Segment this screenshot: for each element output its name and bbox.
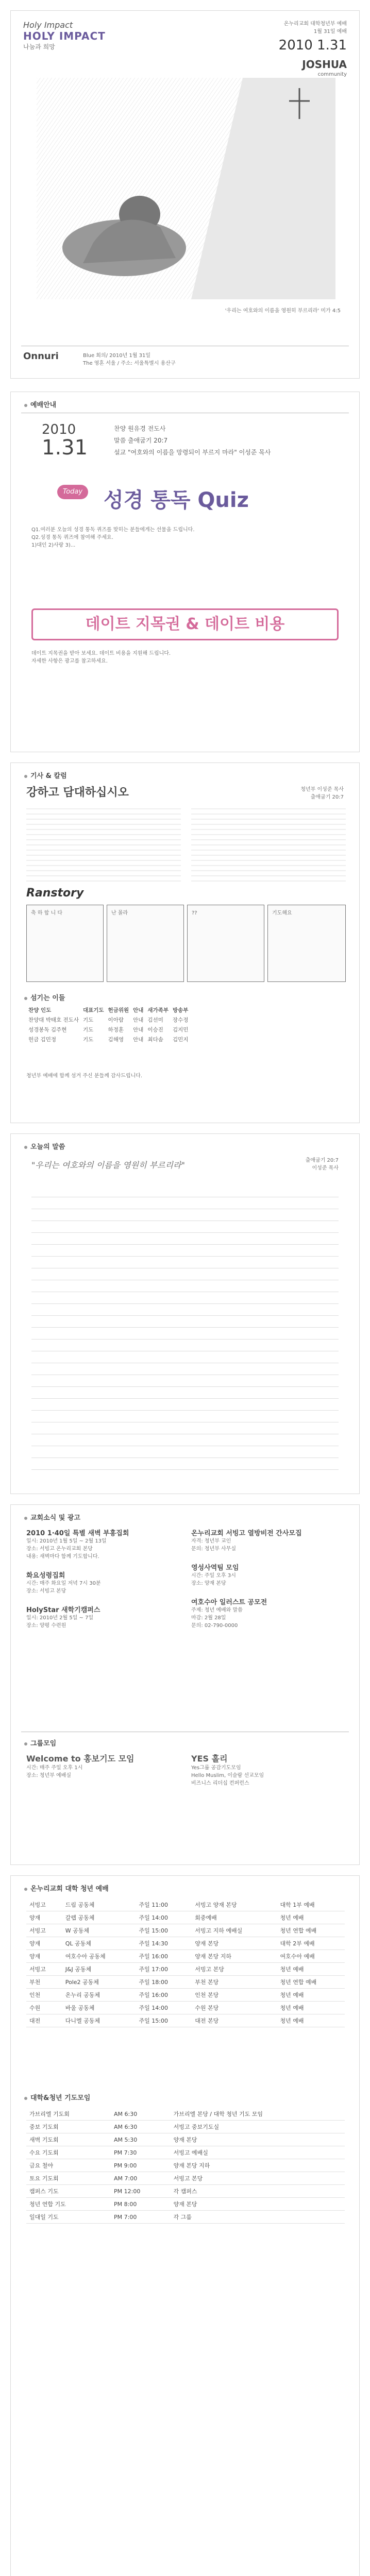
cover-illustration — [37, 78, 335, 299]
bullet-icon — [24, 1517, 27, 1520]
comic-strip — [26, 905, 346, 982]
date-cost-body — [31, 650, 339, 665]
praying-figure-image — [37, 78, 335, 299]
worship-date — [42, 422, 88, 458]
comic-title: Ranstory — [26, 887, 84, 900]
essay-byline-line: 출애굽기 20:7 — [310, 794, 344, 800]
comic-panel: 축 하 합 니 다 — [26, 905, 104, 982]
news-item — [191, 1562, 346, 1587]
comic-panel: ?? — [187, 905, 264, 982]
quiz-line: Q1.여러분 오늘의 성경 통독 퀴즈를 맞히는 분들에게는 선물을 드립니다. — [31, 527, 195, 533]
date-cost-line: 자세한 사항은 광고를 참고하세요. — [31, 658, 108, 664]
quiz-today-badge: Today — [57, 485, 88, 499]
church-logo-sub: community — [317, 72, 347, 77]
comic-panel: 난 몰라 — [107, 905, 184, 982]
prayer-schedule-table — [26, 2108, 345, 2224]
news-right-column — [191, 1528, 346, 1630]
bullet-icon — [24, 1742, 27, 1745]
quiz-title: 성경 통독 Quiz — [104, 488, 249, 512]
bullet-icon — [24, 2097, 27, 2100]
news-item — [191, 1597, 346, 1630]
sermon-meta — [306, 1157, 339, 1172]
essay-byline — [300, 786, 344, 801]
table-row: 서빙고 W 공동체 주일 15:00 서빙고 지하 예배실 청년 연합 예배 — [26, 1924, 345, 1937]
news-item-body: 시간: 매주 화요일 저녁 7시 30분 장소: 서빙고 본당 — [26, 1581, 101, 1594]
table-row: 새벽 기도회 AM 5:30 양재 본당 — [26, 2133, 345, 2146]
section-heading: 기사 & 칼럼 — [24, 770, 67, 780]
quiz-body — [31, 526, 339, 549]
group-right — [191, 1752, 346, 1787]
bullet-icon — [24, 775, 27, 778]
table-row: 수요 기도회 PM 7:30 서빙고 예배실 — [26, 2146, 345, 2159]
essay-column-right — [191, 804, 346, 882]
group-title: YES 홀리 — [191, 1754, 228, 1764]
table-row: 헌금 김민정 기도 김해영 안내 최다솜 김민지 — [28, 1037, 189, 1043]
essay-column-left — [26, 804, 181, 882]
date-cost-title: 데이트 지목권 & 데이트 비용 — [31, 608, 339, 640]
worship-day: 1.31 — [42, 436, 88, 460]
table-row: 수원 바울 공동체 주일 14:00 수원 본당 청년 예배 — [26, 2002, 345, 2014]
table-header-row: 찬양 인도 대표기도 헌금위원 안내 새가족부 방송부 — [28, 1007, 189, 1013]
news-item-body: 일시: 2010년 2월 5일 ~ 7일 장소: 양평 수련원 — [26, 1615, 94, 1629]
date-cost-line: 데이트 지목권을 받아 보세요. 데이트 비용을 지원해 드립니다. — [31, 651, 171, 656]
table-row: 토요 기도회 AM 7:00 서빙고 본당 — [26, 2172, 345, 2185]
worship-year: 2010 — [42, 422, 76, 437]
news-item-title: 화요성령집회 — [26, 1572, 65, 1580]
cover-caption: '우리는 여호와의 이름을 영원히 부르리라' 미가 4:5 — [225, 308, 341, 314]
worship-line: 찬양 원유경 전도사 — [114, 425, 166, 432]
cover-header-line: 온누리교회 대학청년부 예배 — [283, 21, 347, 27]
news-item — [26, 1604, 176, 1630]
brand-sub: HOLY IMPACT — [23, 30, 106, 42]
table-row: 중보 기도회 AM 6:30 서빙고 중보기도실 — [26, 2121, 345, 2133]
worship-line: 말씀 출애굽기 20:7 — [114, 437, 168, 444]
brand-logo: Holy Impact — [23, 20, 73, 30]
news-item — [26, 1570, 176, 1595]
cover-footer-line: Blue 회의/ 2010년 1월 31일 — [83, 353, 151, 359]
cover-footer — [23, 351, 59, 362]
worship-line: 설교 "여호와의 이름을 망령되이 부르지 마라" 이성준 목사 — [114, 449, 271, 456]
note-lines — [31, 1185, 339, 1479]
table-row: 대전 다니엘 공동체 주일 15:00 대전 본당 청년 예배 — [26, 2014, 345, 2027]
news-item-body: 주제: 청년 예배와 말씀 마감: 2월 28일 문의: 02-790-0000 — [191, 1607, 243, 1629]
worship-lines — [114, 424, 271, 456]
news-item-body: 자격: 청년부 교인 문의: 청년부 사무실 — [191, 1538, 237, 1552]
bullet-icon — [24, 1146, 27, 1149]
servers-table — [26, 1005, 190, 1044]
section-heading: 온누리교회 대학 청년 예배 — [24, 1883, 109, 1893]
tagline: 나눔과 희망 — [23, 43, 55, 50]
table-row: 캠퍼스 기도 PM 12:00 각 캠퍼스 — [26, 2185, 345, 2198]
section-heading: 교회소식 및 광고 — [24, 1512, 80, 1522]
news-item-title: 온누리교회 서빙고 열방비전 간사모집 — [191, 1530, 302, 1537]
essay-sheet — [10, 762, 360, 1123]
news-item-title: 2010 1·40일 특별 새벽 부흥집회 — [26, 1530, 129, 1537]
news-sheet — [10, 1504, 360, 1865]
section-heading: 오늘의 말씀 — [24, 1141, 65, 1151]
cover-sheet — [10, 10, 360, 379]
news-left-column — [26, 1528, 176, 1630]
group-body: 시간: 매주 주일 오후 1시 장소: 청년부 예배실 — [26, 1765, 83, 1778]
schedule-sheet — [10, 1875, 360, 2576]
church-logo: JOSHUA — [302, 58, 347, 71]
table-row: 양재 여호수아 공동체 주일 16:00 양재 본당 지하 여호수아 예배 — [26, 1950, 345, 1963]
bullet-icon — [24, 404, 27, 407]
group-title: Welcome to 홍보기도 모임 — [26, 1754, 134, 1764]
quiz-line: 1)대인 2)사랑 3)... — [31, 543, 76, 548]
worship-schedule-table — [26, 1899, 345, 2027]
table-row: 서빙고 J&J 공동체 주일 17:00 서빙고 본당 청년 예배 — [26, 1963, 345, 1976]
group-body: Yes그룹 공감기도모임 Hello Muslim, 이슬람 선교모임 비즈니스 리더십 컨퍼런스 — [191, 1765, 264, 1786]
section-heading: 예배안내 — [24, 399, 56, 409]
cover-footer-lines — [83, 352, 176, 367]
table-row: 서빙고 드림 공동체 주일 11:00 서빙고 양재 본당 대학 1부 예배 — [26, 1899, 345, 1911]
bullet-icon — [24, 1888, 27, 1891]
table-row: 청년 연합 기도 PM 8:00 양재 본당 — [26, 2198, 345, 2211]
news-item-body: 일시: 2010년 1월 5일 ~ 2월 13일 장소: 서빙고 온누리교회 본당 내용: 새벽마다 함께 기도합니다. — [26, 1538, 107, 1560]
sermon-speaker: 이성준 목사 — [312, 1165, 339, 1171]
table-row: 부천 Pole2 공동체 주일 18:00 부천 본당 청년 연합 예배 — [26, 1976, 345, 1989]
table-row: 가브리엘 기도회 AM 6:30 가브리엘 본당 / 대학 청년 기도 모임 — [26, 2108, 345, 2121]
news-item-body: 시간: 주일 오후 3시 장소: 양재 본당 — [191, 1573, 236, 1586]
quiz-line: Q2.성경 통독 퀴즈에 참여해 주세요. — [31, 535, 113, 540]
cover-brand-block — [23, 20, 106, 51]
section-heading: 섬기는 이들 — [24, 992, 65, 1002]
sermon-note-sheet — [10, 1133, 360, 1494]
news-item-title: 여호수아 일러스트 공모전 — [191, 1599, 267, 1606]
group-left — [26, 1752, 176, 1780]
news-item-title: HolyStar 새학기캠퍼스 — [26, 1606, 100, 1614]
table-row: 인천 온누리 공동체 주일 16:00 인천 본당 청년 예배 — [26, 1989, 345, 2002]
sermon-quote: "우리는 여호와의 이름을 영원히 부르리라" — [31, 1160, 185, 1170]
essay-byline-line: 청년부 이성준 목사 — [300, 787, 344, 792]
cover-date: 2010 1.31 — [278, 38, 347, 53]
bullet-icon — [24, 997, 27, 1000]
section-heading: 대학&청년 기도모임 — [24, 2092, 90, 2102]
news-item-title: 영성사역팀 모임 — [191, 1564, 239, 1572]
worship-sheet — [10, 392, 360, 752]
cover-footer-line: The 영혼 서울 / 주소: 서울특별시 용산구 — [83, 361, 176, 366]
table-row: 금요 철야 PM 9:00 양재 본당 지하 — [26, 2159, 345, 2172]
cover-header — [279, 20, 347, 78]
table-row: 양재 QL 공동체 주일 14:30 양재 본당 대학 2부 예배 — [26, 1937, 345, 1950]
quiz-banner — [21, 474, 349, 521]
news-item — [191, 1528, 346, 1553]
cover-header-sub: 1월 31일 예배 — [313, 29, 347, 35]
news-item — [26, 1528, 176, 1561]
essay-title: 강하고 담대하십시오 — [26, 786, 129, 799]
table-row: 일대일 기도 PM 7:00 각 그룹 — [26, 2211, 345, 2224]
footer-brand: Onnuri — [23, 351, 59, 362]
sermon-ref: 출애굽기 20:7 — [305, 1158, 339, 1163]
table-row: 성경봉독 김주현 기도 하정훈 안내 이승진 김지민 — [28, 1027, 189, 1033]
table-row: 양재 갈렙 공동체 주일 14:00 회중예배 청년 예배 — [26, 1911, 345, 1924]
table-row: 찬양대 박태호 전도사 기도 이아람 안내 김선미 장수정 — [28, 1017, 189, 1023]
servers-note: 청년부 예배에 함께 섬겨 주신 분들께 감사드립니다. — [26, 1073, 143, 1079]
section-heading: 그룹모임 — [24, 1738, 56, 1748]
comic-panel: 기도해요 — [267, 905, 346, 982]
